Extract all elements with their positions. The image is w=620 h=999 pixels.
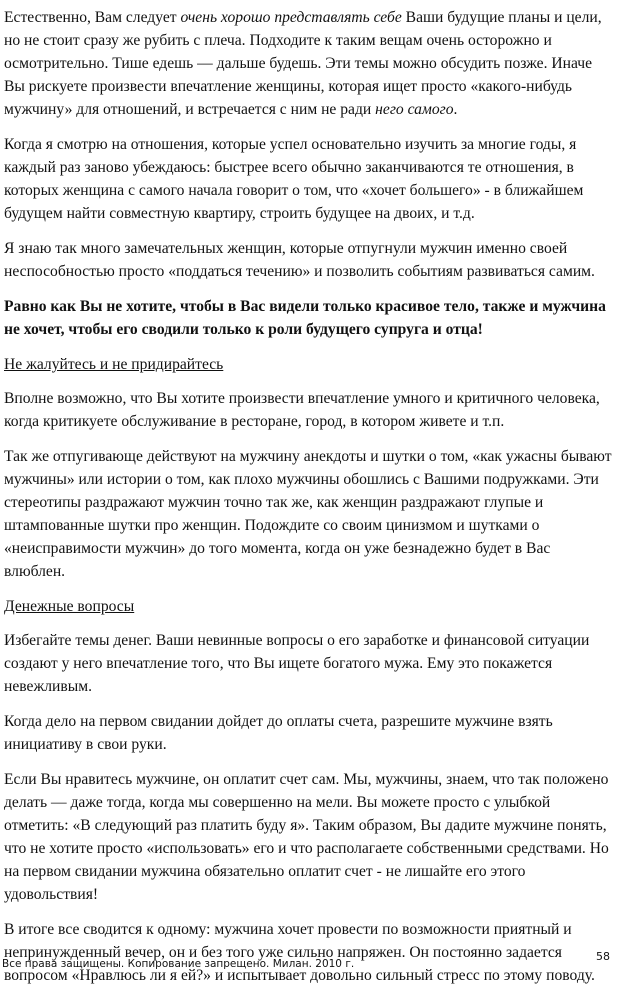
bold-text: Равно как Вы не хотите, чтобы в Вас видели только красивое тело, также и мужчина не хочет, чтобы его сводили только к роли будущего супруга и отца! bbox=[4, 298, 606, 338]
paragraph-text: Ваши будущие планы и цели, но не стоит сразу же рубить с плеча. Подходите к таким вещам очень осторожно и осмотрительно. Тише едешь — дальше будешь. Эти темы можно обсудить позже. Иначе Вы рискуете произвести впечатление женщины, которая ищет просто «какого-нибудь мужчину» для отношений, и встречается с ним не ради bbox=[4, 9, 602, 118]
paragraph-jokes: Так же отпугивающе действуют на мужчину анекдоты и шутки о том, «как ужасны бывают мужчины» или истории о том, как плохо мужчины обошлись с Вашими подружками. Эти стереотипы раздражают мужчин точно так же, как женщин раздражают глупые и штампованные шутки про женщин. Подождите со своим цинизмом и шутками о «неисправимости мужчин» до того момента, когда он уже безнадежно будет в Вас влюблен. bbox=[4, 448, 612, 580]
paragraph-future-plans bbox=[4, 6, 614, 121]
paragraph-criticism: Вполне возможно, что Вы хотите произвести впечатление умного и критичного человека, когда критикуете обслуживание в ресторане, город, в котором живете и т.п. bbox=[4, 390, 600, 430]
heading-text: Денежные вопросы bbox=[4, 598, 135, 615]
italic-phrase: него самого bbox=[375, 101, 454, 118]
page-number: 58 bbox=[596, 950, 610, 963]
paragraph-paying: Если Вы нравитесь мужчине, он оплатит счет сам. Мы, мужчины, знаем, что так положено делать — даже тогда, когда мы совершенно на мели. Вы можете просто с улыбкой отметить: «В следующий раз платить буду я». Таким образом, Вы дадите мужчине понять, что не хотите просто «использовать» его и что располагаете собственными средствами. Но на первом свидании мужчина обязательно оплатит счет - не лишайте его этого удовольствия! bbox=[4, 771, 609, 903]
section-heading-money bbox=[4, 595, 614, 618]
paragraph-bold-statement bbox=[4, 295, 614, 341]
document-page bbox=[4, 6, 614, 999]
paragraph-text: . bbox=[453, 101, 458, 118]
paragraph-money-topics: Избегайте темы денег. Ваши невинные вопросы о его заработке и финансовой ситуации создают у него впечатление того, что Вы ищете богатого мужа. Ему это покажется невежливым. bbox=[4, 632, 590, 695]
footer-copyright: Все права защищены. Копирование запрещено. Милан. 2010 г. bbox=[2, 958, 355, 970]
heading-text: Не жалуйтесь и не придирайтесь bbox=[4, 356, 224, 373]
section-heading-complaints bbox=[4, 353, 614, 376]
paragraph-women: Я знаю так много замечательных женщин, которые отпугнули мужчин именно своей неспособностью просто «поддаться течению» и позволить событиям развиваться самим. bbox=[4, 240, 595, 280]
paragraph-text: Естественно, Вам следует bbox=[4, 9, 181, 26]
paragraph-relationships: Когда я смотрю на отношения, которые успел основательно изучить за многие годы, я каждый раз заново убеждаюсь: быстрее всего обычно заканчиваются те отношения, в которых женщина с самого начала говорит о том, что «хочет большего» - в ближайшем будущем найти совместную квартиру, строить будущее на двоих, и т.д. bbox=[4, 136, 584, 222]
italic-phrase: очень хорошо представлять себе bbox=[180, 9, 402, 26]
paragraph-bill: Когда дело на первом свидании дойдет до оплаты счета, разрешите мужчине взять инициативу в свои руки. bbox=[4, 713, 553, 753]
paragraph-conclusion: В итоге все сводится к одному: мужчина хочет провести по возможности приятный и непринужденный вечер, он и без того уже сильно напряжен. Он постоянно задается вопросом «Нравлюсь ли я ей?» и испытывает довольно сильный стресс по этому поводу. bbox=[4, 921, 595, 984]
